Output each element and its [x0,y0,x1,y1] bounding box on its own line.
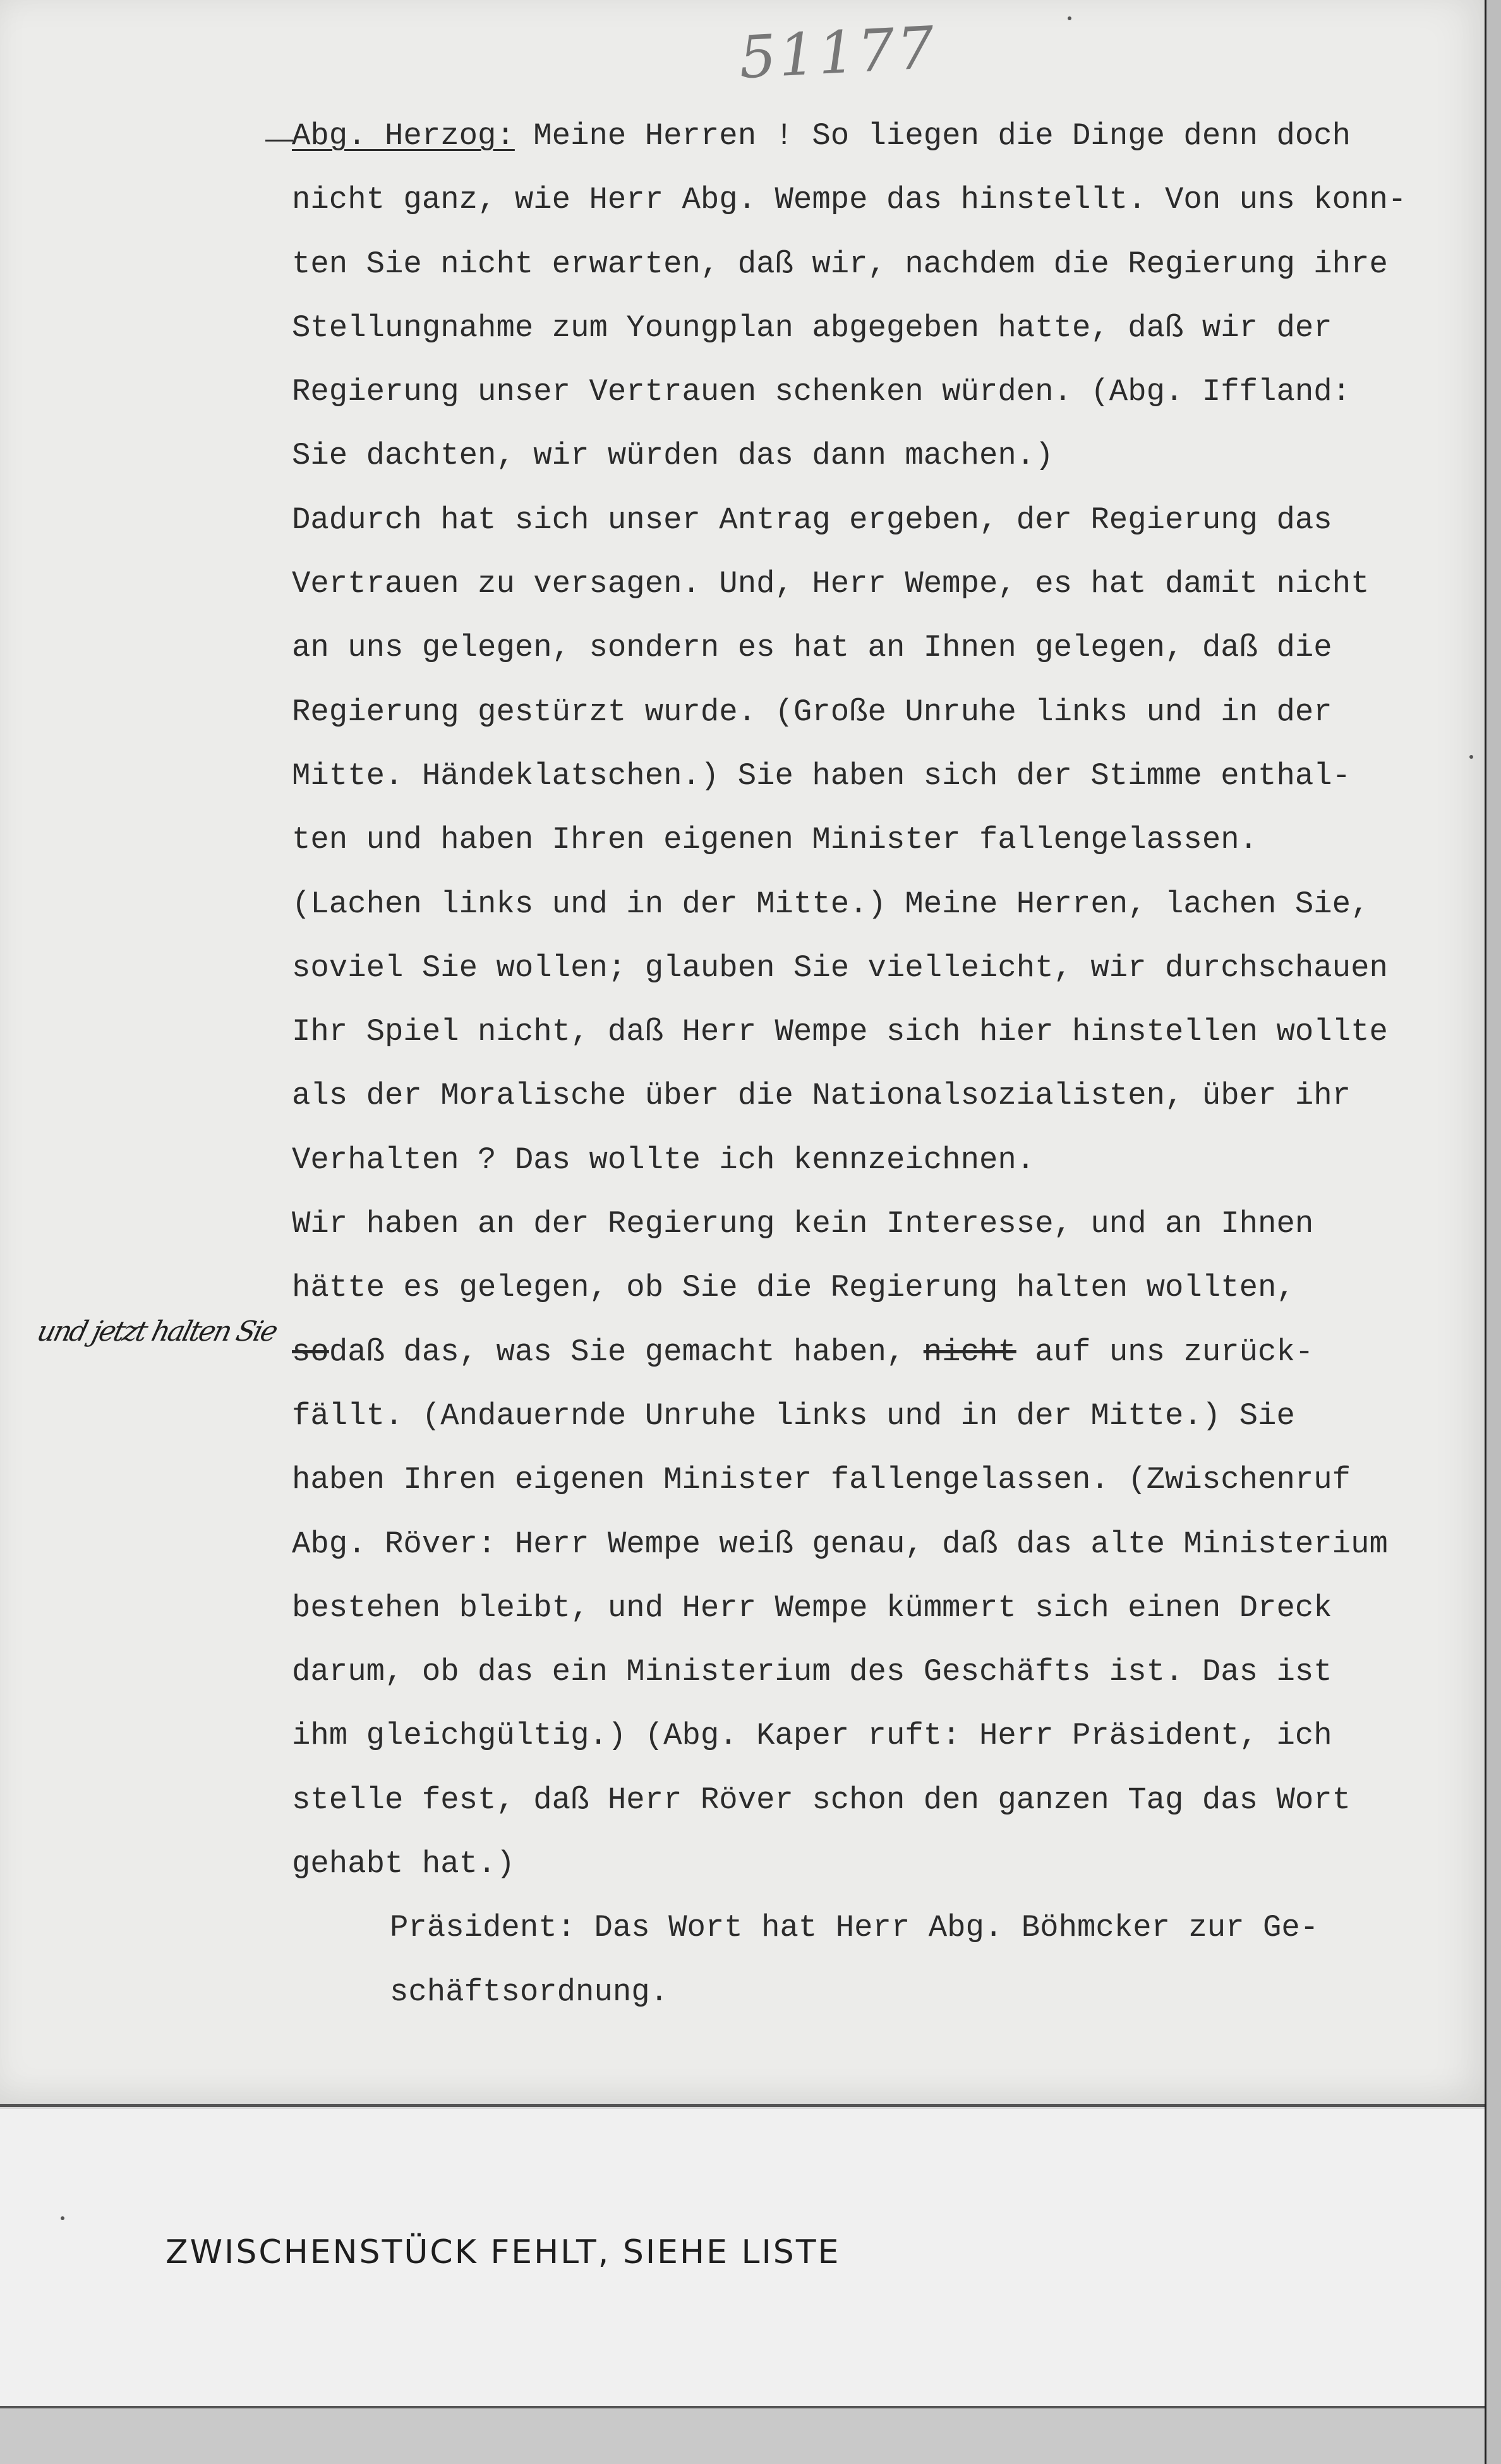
line-text: auf uns zurück- [1016,1334,1314,1370]
bottom-band [0,2408,1485,2464]
text-line: ihm gleichgültig.) (Abg. Kaper ruft: Herr Präsident, ich [292,1718,1332,1754]
line-text: daß das, was Sie gemacht haben, [329,1334,924,1370]
text-line: soviel Sie wollen; glauben Sie vielleicht, wir durchschauen [292,950,1388,986]
text-line: Dadurch hat sich unser Antrag ergeben, der Regierung das [292,502,1332,538]
binding-edge [1485,0,1501,2464]
text-line: bestehen bleibt, und Herr Wempe kümmert sich einen Dreck [292,1590,1332,1626]
text-line: haben Ihren eigenen Minister fallengelassen. (Zwischenruf [292,1462,1351,1498]
text-line: Wir haben an der Regierung kein Interesse, und an Ihnen [292,1206,1314,1242]
text-line: stelle fest, daß Herr Röver schon den ganzen Tag das Wort [292,1782,1351,1818]
text-line: ten Sie nicht erwarten, daß wir, nachdem die Regierung ihre [292,246,1388,282]
struck-text: nicht [923,1334,1016,1370]
handwritten-margin-note: und jetzt halten Sie [33,1315,280,1348]
text-line: als der Moralische über die Nationalsozialisten, über ihr [292,1078,1351,1114]
text-line: Verhalten ? Das wollte ich kennzeichnen. [292,1142,1035,1178]
text-line: fällt. (Andauernde Unruhe links und in der Mitte.) Sie [292,1398,1295,1434]
missing-insert-note: ZWISCHENSTÜCK FEHLT, SIEHE LISTE [166,2233,841,2271]
text-line: an uns gelegen, sondern es hat an Ihnen gelegen, daß die [292,630,1332,666]
text-line [292,104,1480,168]
line-text: Meine Herren ! So liegen die Dinge denn doch [514,118,1351,154]
speaker-lead-rule [265,140,293,142]
text-line: (Lachen links und in der Mitte.) Meine Herren, lachen Sie, [292,886,1370,922]
text-line: Regierung unser Vertrauen schenken würden. (Abg. Iffland: [292,374,1351,410]
text-line: Abg. Röver: Herr Wempe weiß genau, daß das alte Ministerium [292,1526,1388,1562]
struck-text: so [292,1334,329,1370]
text-line: Sie dachten, wir würden das dann machen.) [292,438,1054,474]
typed-transcript [292,104,1480,2024]
paper-speck [1469,755,1473,759]
text-line: darum, ob das ein Ministerium des Geschäfts ist. Das ist [292,1654,1332,1690]
text-line: gehabt hat.) [292,1846,515,1882]
text-line [292,1320,1480,1384]
text-line: ten und haben Ihren eigenen Minister fallengelassen. [292,822,1258,858]
text-line: Präsident: Das Wort hat Herr Abg. Böhmcker zur Ge- [390,1910,1319,1946]
text-line: Mitte. Händeklatschen.) Sie haben sich der Stimme enthal- [292,758,1351,794]
text-line: schäftsordnung. [390,1974,669,2010]
text-line: Stellungnahme zum Youngplan abgegeben hatte, daß wir der [292,310,1332,346]
text-line: nicht ganz, wie Herr Abg. Wempe das hinstellt. Von uns konn- [292,182,1407,218]
text-line: hätte es gelegen, ob Sie die Regierung halten wollten, [292,1270,1295,1306]
paper-speck [61,2216,64,2220]
text-line: Ihr Spiel nicht, daß Herr Wempe sich hier hinstellen wollte [292,1014,1388,1050]
text-line: Regierung gestürzt wurde. (Große Unruhe links und in der [292,694,1332,730]
handwritten-page-number: 51177 [737,13,939,92]
speaker-label: Abg. Herzog: [292,118,515,154]
paper-speck [1068,16,1071,20]
text-line: Vertrauen zu versagen. Und, Herr Wempe, es hat damit nicht [292,566,1370,602]
